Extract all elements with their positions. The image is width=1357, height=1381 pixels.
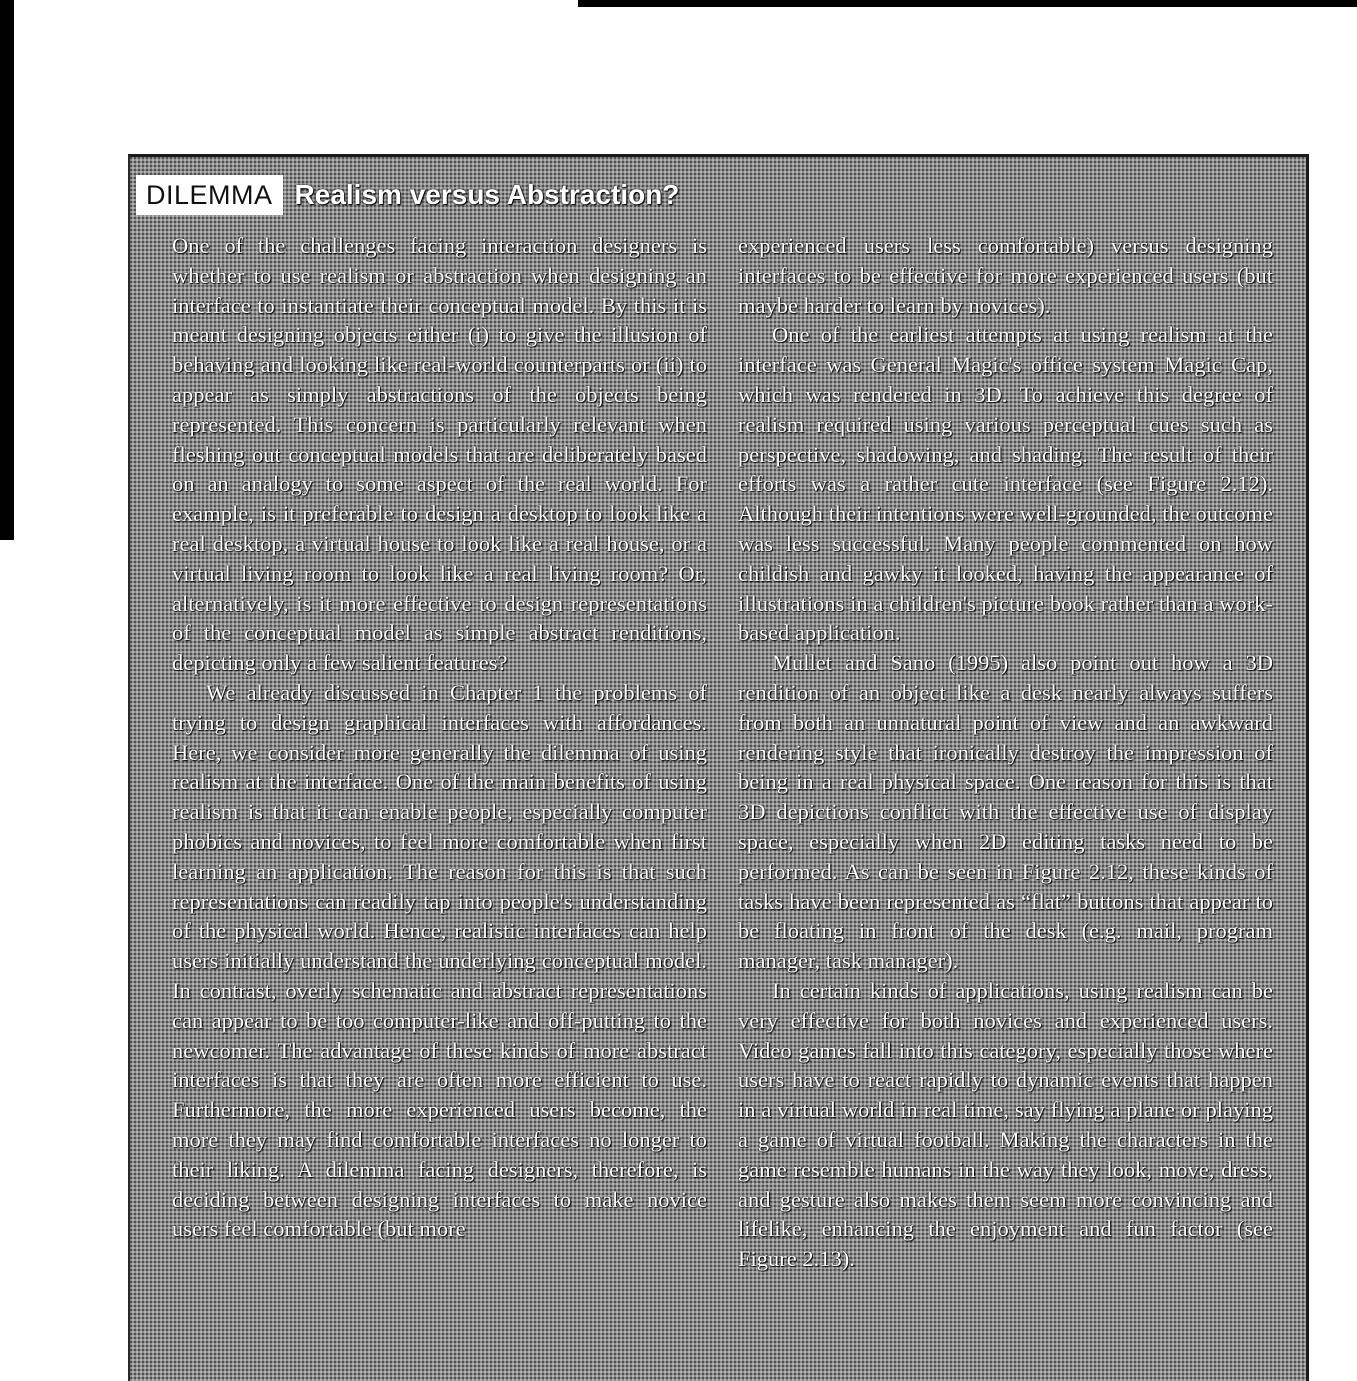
- right-paragraph-continued: experienced users less comfortable) versus designing interfaces to be effective for more experienced users (but maybe harder to learn by novices).: [738, 233, 1273, 318]
- scan-edge-left: [0, 0, 14, 540]
- right-paragraph-2: Mullet and Sano (1995) also point out how a 3D rendition of an object like a desk nearly always suffers from both an unnatural point of view and an awkward rendering style that ironically destroy the impression of being in a real physical space. One reason for this is that 3D depictions conflict with the effective use of display space, especially when 2D editing tasks need to be performed. As can be seen in Figure 2.12, these kinds of tasks have been represented as “flat” buttons that appear to be floating in front of the desk (e.g. mail, program manager, task manager).: [738, 650, 1273, 974]
- left-column: [172, 231, 707, 1244]
- dilemma-title: Realism versus Abstraction?: [294, 179, 680, 210]
- dilemma-tag: DILEMMA: [136, 175, 283, 215]
- right-column: [738, 231, 1273, 1274]
- right-paragraph-3: In certain kinds of applications, using realism can be very effective for both novices and experienced users. Video games fall into this category, especially those where users have to react rapidly to dynamic events that happen in a virtual world in real time, say flying a plane or playing a game of virtual football. Making the characters in the game resemble humans in the way they look, move, dress, and gesture also makes them seem more convincing and lifelike, enhancing the enjoyment and fun factor (see Figure 2.13).: [738, 977, 1273, 1272]
- scan-edge-top: [578, 0, 1357, 7]
- right-paragraph-1: One of the earliest attempts at using realism at the interface was General Magic's office system Magic Cap, which was rendered in 3D. To achieve this degree of realism required using various perceptual cues such as perspective, shadowing, and shading. The result of their efforts was a rather cute interface (see Figure 2.12). Although their intentions were well-grounded, the outcome was less successful. Many people commented on how childish and gawky it looked, having the appearance of illustrations in a children's picture book rather than a work-based application.: [738, 322, 1273, 646]
- dilemma-heading: [136, 175, 679, 215]
- left-paragraph-2: We already discussed in Chapter 1 the problems of trying to design graphical interfaces with affordances. Here, we consider more generally the dilemma of using realism at the interface. One of the main benefits of using realism is that it can enable people, especially computer phobics and novices, to feel more comfortable when first learning an application. The reason for this is that such representations can readily tap into people's understanding of the physical world. Hence, realistic interfaces can help users initially understand the underlying conceptual model. In contrast, overly schematic and abstract representations can appear to be too computer-like and off-putting to the newcomer. The advantage of these kinds of more abstract interfaces is that they are often more efficient to use. Furthermore, the more experienced users become, the more they may find comfortable interfaces no longer to their liking. A dilemma facing designers, therefore, is deciding between designing interfaces to make novice users feel comfortable (but more: [172, 679, 707, 1242]
- left-paragraph-1: One of the challenges facing interaction designers is whether to use realism or abstraction when designing an interface to instantiate their conceptual model. By this it is meant designing objects either (i) to give the illusion of behaving and looking like real-world counterparts or (ii) to appear as simply abstractions of the objects being represented. This concern is particularly relevant when fleshing out conceptual models that are deliberately based on an analogy to some aspect of the real world. For example, is it preferable to design a desktop to look like a real desktop, a virtual house to look like a real house, or a virtual living room to look like a real living room? Or, alternatively, is it more effective to design representations of the conceptual model as simple abstract renditions, depicting only a few salient features?: [172, 233, 707, 676]
- dilemma-box: [128, 154, 1309, 1381]
